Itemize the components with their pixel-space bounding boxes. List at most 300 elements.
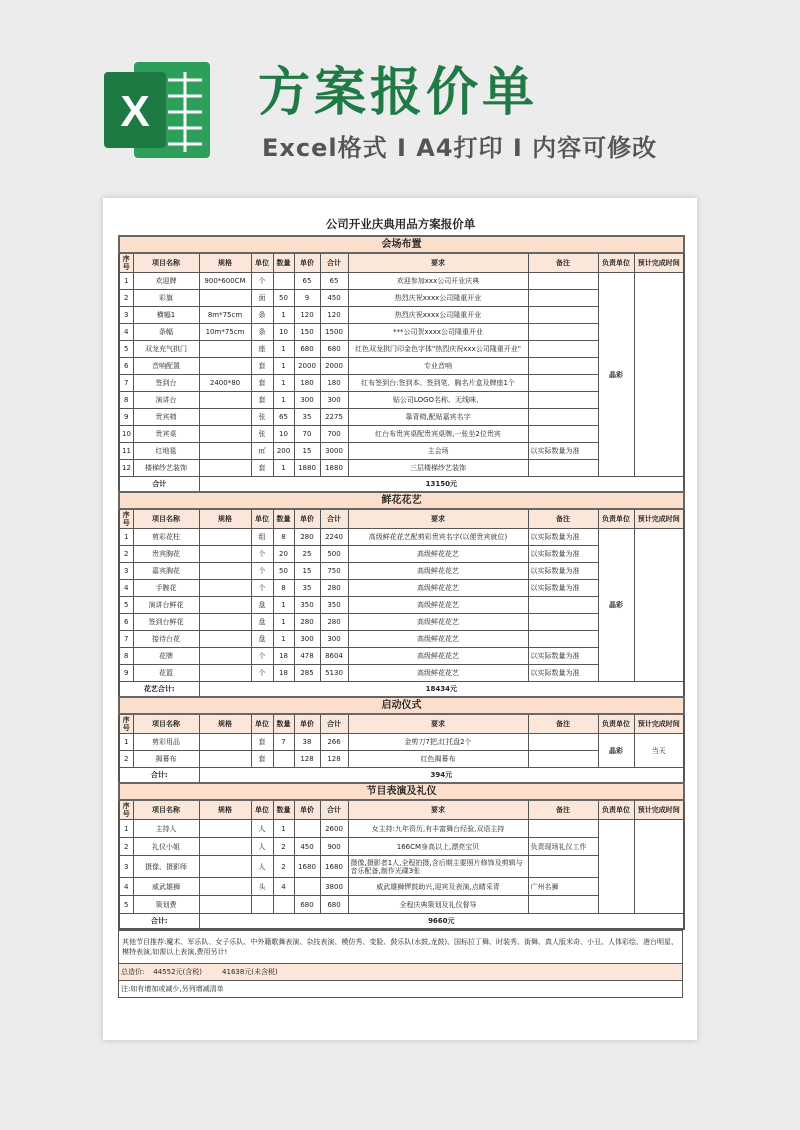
table-cell: 花篮 bbox=[133, 665, 199, 682]
table-cell: 9 bbox=[119, 665, 133, 682]
document-title: 公司开业庆典用品方案报价单 bbox=[325, 217, 476, 231]
column-header: 数量 bbox=[273, 509, 294, 529]
table-cell bbox=[199, 563, 251, 580]
quote-table bbox=[118, 235, 685, 930]
table-cell: 红色双龙拱门印金色字体"热烈庆祝xxx公司隆重开业" bbox=[348, 341, 528, 358]
table-cell: 680 bbox=[294, 341, 320, 358]
table-cell: 高级鲜花花艺 bbox=[348, 614, 528, 631]
table-row bbox=[119, 734, 684, 751]
column-header: 规格 bbox=[199, 800, 251, 820]
column-header: 备注 bbox=[528, 800, 598, 820]
table-cell: 6 bbox=[119, 614, 133, 631]
table-cell: 面 bbox=[251, 290, 273, 307]
table-cell: 个 bbox=[251, 580, 273, 597]
table-cell bbox=[199, 546, 251, 563]
section-total-label: 合计: bbox=[119, 768, 199, 784]
table-cell: 盘 bbox=[251, 614, 273, 631]
table-cell: 2000 bbox=[320, 358, 348, 375]
table-cell bbox=[528, 375, 598, 392]
table-cell: 高级鲜花花艺 bbox=[348, 648, 528, 665]
table-cell: 8 bbox=[119, 648, 133, 665]
table-cell: 3800 bbox=[320, 878, 348, 896]
table-cell: 全程庆典策划及礼仪督导 bbox=[348, 896, 528, 914]
table-cell: 女主持:九年资历,有丰富舞台经验,双语主持 bbox=[348, 820, 528, 838]
table-cell: 揭幕布 bbox=[133, 751, 199, 768]
column-header: 单位 bbox=[251, 800, 273, 820]
table-cell bbox=[199, 734, 251, 751]
table-cell bbox=[273, 751, 294, 768]
table-cell: 条 bbox=[251, 324, 273, 341]
table-cell: 65 bbox=[320, 273, 348, 290]
footer-note: 注:如有增加或减少,另列增减清单 bbox=[119, 981, 683, 998]
table-cell: 欢迎参加xxx公司开业庆典 bbox=[348, 273, 528, 290]
table-cell: 2 bbox=[273, 856, 294, 878]
table-cell: 楼梯纱艺装饰 bbox=[133, 460, 199, 477]
column-header: 预计完成时间 bbox=[634, 253, 684, 273]
table-cell bbox=[199, 358, 251, 375]
table-cell: 5 bbox=[119, 597, 133, 614]
column-header: 合计 bbox=[320, 714, 348, 734]
column-header: 单位 bbox=[251, 253, 273, 273]
table-cell bbox=[199, 648, 251, 665]
section-title: 启动仪式 bbox=[119, 697, 684, 714]
section-title: 鲜花花艺 bbox=[119, 492, 684, 509]
table-cell: 盘 bbox=[251, 631, 273, 648]
table-cell: 900 bbox=[320, 838, 348, 856]
table-cell bbox=[528, 856, 598, 878]
table-cell bbox=[528, 290, 598, 307]
table-cell bbox=[528, 409, 598, 426]
table-cell: 双龙充气拱门 bbox=[133, 341, 199, 358]
table-cell: 以实际数量为准 bbox=[528, 546, 598, 563]
table-cell: 横幅1 bbox=[133, 307, 199, 324]
table-cell: 680 bbox=[320, 341, 348, 358]
table-cell bbox=[199, 820, 251, 838]
column-header: 备注 bbox=[528, 509, 598, 529]
table-cell: 285 bbox=[294, 665, 320, 682]
table-cell: 9 bbox=[119, 409, 133, 426]
table-cell: ㎡ bbox=[251, 443, 273, 460]
table-cell: 750 bbox=[320, 563, 348, 580]
table-cell: 条幅 bbox=[133, 324, 199, 341]
table-cell: 1 bbox=[273, 597, 294, 614]
table-cell: 高级鲜花花艺 bbox=[348, 580, 528, 597]
table-cell: 头 bbox=[251, 878, 273, 896]
table-cell: 166CM身高以上,漂亮宝贝 bbox=[348, 838, 528, 856]
table-cell: 120 bbox=[294, 307, 320, 324]
table-cell: 金剪刀7把,红托盘2个 bbox=[348, 734, 528, 751]
table-cell: 38 bbox=[294, 734, 320, 751]
table-cell: 350 bbox=[294, 597, 320, 614]
table-cell: 8 bbox=[273, 529, 294, 546]
table-cell bbox=[199, 426, 251, 443]
column-header: 单价 bbox=[294, 509, 320, 529]
section-total-label: 花艺合计: bbox=[119, 682, 199, 698]
table-cell: 条 bbox=[251, 307, 273, 324]
column-header: 要求 bbox=[348, 714, 528, 734]
column-header: 规格 bbox=[199, 253, 251, 273]
table-cell: 彩旗 bbox=[133, 290, 199, 307]
table-cell bbox=[528, 273, 598, 290]
table-cell bbox=[528, 358, 598, 375]
table-cell: 1 bbox=[273, 358, 294, 375]
table-cell bbox=[528, 307, 598, 324]
table-cell bbox=[528, 324, 598, 341]
table-cell: ***公司贺xxxx公司隆重开业 bbox=[348, 324, 528, 341]
column-header: 序号 bbox=[119, 714, 133, 734]
table-cell bbox=[199, 751, 251, 768]
table-cell: 高级鲜花花艺 bbox=[348, 665, 528, 682]
column-header: 预计完成时间 bbox=[634, 714, 684, 734]
table-cell: 300 bbox=[320, 631, 348, 648]
table-cell: 签到台鲜花 bbox=[133, 614, 199, 631]
table-cell: 主会场 bbox=[348, 443, 528, 460]
table-cell bbox=[528, 896, 598, 914]
table-cell: 接待台花 bbox=[133, 631, 199, 648]
document-page bbox=[103, 198, 697, 1040]
other-programs-note: 其他节目推荐:魔术、军乐队、女子乐队、中外籍歌舞表演、杂技表演、模仿秀、变脸、鼓乐队(水鼓,龙鼓)、国标拉丁舞、时装秀、街舞、真人版米奇、小丑、人体彩绘、港台明星、模特表演,如需以上表演,费用另计! bbox=[119, 931, 683, 964]
responsible-unit: 晶彩 bbox=[598, 273, 634, 477]
table-cell: 128 bbox=[294, 751, 320, 768]
column-header: 备注 bbox=[528, 253, 598, 273]
completion-time bbox=[634, 273, 684, 477]
table-cell: 欢迎牌 bbox=[133, 273, 199, 290]
table-cell: 套 bbox=[251, 358, 273, 375]
table-cell: 三层楼梯纱艺装饰 bbox=[348, 460, 528, 477]
table-cell bbox=[199, 443, 251, 460]
section-title: 节目表演及礼仪 bbox=[119, 783, 684, 800]
completion-time: 当天 bbox=[634, 734, 684, 768]
table-cell: 演讲台 bbox=[133, 392, 199, 409]
table-cell bbox=[528, 460, 598, 477]
table-cell: 450 bbox=[320, 290, 348, 307]
table-cell bbox=[199, 529, 251, 546]
section-title: 会场布置 bbox=[119, 236, 684, 253]
table-cell: 威武雄狮锣鼓助兴,迎宾及表演,点睛采青 bbox=[348, 878, 528, 896]
table-cell: 威武雄狮 bbox=[133, 878, 199, 896]
table-cell: 个 bbox=[251, 665, 273, 682]
table-cell: 350 bbox=[320, 597, 348, 614]
column-header: 要求 bbox=[348, 800, 528, 820]
table-cell: 7 bbox=[119, 631, 133, 648]
table-cell: 2 bbox=[119, 838, 133, 856]
table-cell: 180 bbox=[294, 375, 320, 392]
table-row bbox=[119, 273, 684, 290]
table-cell: 贵宾胸花 bbox=[133, 546, 199, 563]
table-cell: 1 bbox=[273, 460, 294, 477]
table-cell: 300 bbox=[294, 631, 320, 648]
column-header: 项目名称 bbox=[133, 714, 199, 734]
table-cell: 贴公司LOGO名称、无线咪、 bbox=[348, 392, 528, 409]
column-header: 项目名称 bbox=[133, 509, 199, 529]
table-cell: 高级鲜花花艺 bbox=[348, 597, 528, 614]
table-cell: 以实际数量为准 bbox=[528, 443, 598, 460]
column-header: 负责单位 bbox=[598, 714, 634, 734]
table-cell: 15 bbox=[294, 443, 320, 460]
table-cell: 1 bbox=[273, 375, 294, 392]
table-cell bbox=[199, 409, 251, 426]
table-cell bbox=[199, 665, 251, 682]
table-cell: 50 bbox=[273, 563, 294, 580]
table-cell: 以实际数量为准 bbox=[528, 580, 598, 597]
table-cell: 1 bbox=[119, 529, 133, 546]
table-cell: 2400*80 bbox=[199, 375, 251, 392]
column-header: 序号 bbox=[119, 509, 133, 529]
table-cell bbox=[273, 273, 294, 290]
column-header: 规格 bbox=[199, 714, 251, 734]
table-cell: 266 bbox=[320, 734, 348, 751]
table-cell: 签到台 bbox=[133, 375, 199, 392]
table-cell bbox=[528, 751, 598, 768]
table-cell: 120 bbox=[320, 307, 348, 324]
table-cell bbox=[273, 896, 294, 914]
table-cell: 35 bbox=[294, 580, 320, 597]
table-cell: 摄像,摄影者1人,全程拍摄,含后期主要照片修饰及剪辑与音乐配备,制作光碟3张 bbox=[348, 856, 528, 878]
table-cell: 280 bbox=[320, 580, 348, 597]
table-cell: 演讲台鲜花 bbox=[133, 597, 199, 614]
column-header: 项目名称 bbox=[133, 800, 199, 820]
table-cell: 680 bbox=[294, 896, 320, 914]
table-cell: 1 bbox=[119, 273, 133, 290]
table-cell: 35 bbox=[294, 409, 320, 426]
table-cell: 个 bbox=[251, 648, 273, 665]
table-cell: 以实际数量为准 bbox=[528, 529, 598, 546]
total-price-tax: 44552元(含税) bbox=[153, 968, 202, 976]
table-cell: 摄像、摄影师 bbox=[133, 856, 199, 878]
table-cell: 1680 bbox=[320, 856, 348, 878]
table-cell: 礼仪小姐 bbox=[133, 838, 199, 856]
table-cell: 1 bbox=[273, 341, 294, 358]
table-cell: 1880 bbox=[320, 460, 348, 477]
column-header: 要求 bbox=[348, 509, 528, 529]
column-header: 单位 bbox=[251, 714, 273, 734]
table-cell bbox=[251, 896, 273, 914]
table-cell: 高级鲜花花艺 bbox=[348, 631, 528, 648]
table-cell: 红地毯 bbox=[133, 443, 199, 460]
column-header: 序号 bbox=[119, 253, 133, 273]
column-header: 备注 bbox=[528, 714, 598, 734]
main-title: 方案报价单 bbox=[258, 63, 539, 123]
table-cell: 1 bbox=[273, 392, 294, 409]
table-cell bbox=[294, 878, 320, 896]
table-cell: 以实际数量为准 bbox=[528, 665, 598, 682]
table-cell: 盘 bbox=[251, 597, 273, 614]
column-header: 单位 bbox=[251, 509, 273, 529]
section-total-value: 9660元 bbox=[199, 914, 684, 930]
column-header: 预计完成时间 bbox=[634, 800, 684, 820]
table-cell: 12 bbox=[119, 460, 133, 477]
column-header: 负责单位 bbox=[598, 253, 634, 273]
table-cell: 10 bbox=[273, 324, 294, 341]
table-cell: 5 bbox=[119, 341, 133, 358]
table-cell: 50 bbox=[273, 290, 294, 307]
table-cell bbox=[528, 341, 598, 358]
responsible-unit bbox=[598, 820, 634, 914]
table-cell: 手腕花 bbox=[133, 580, 199, 597]
table-cell: 11 bbox=[119, 443, 133, 460]
table-cell: 180 bbox=[320, 375, 348, 392]
table-cell bbox=[528, 820, 598, 838]
total-price-label: 总造价: bbox=[121, 968, 145, 976]
column-header: 负责单位 bbox=[598, 509, 634, 529]
table-cell: 2600 bbox=[320, 820, 348, 838]
table-cell: 主持人 bbox=[133, 820, 199, 838]
table-cell bbox=[528, 614, 598, 631]
table-cell: 2240 bbox=[320, 529, 348, 546]
total-price-row bbox=[119, 964, 683, 981]
column-header: 单价 bbox=[294, 800, 320, 820]
table-cell bbox=[199, 838, 251, 856]
responsible-unit: 晶彩 bbox=[598, 529, 634, 682]
quote-sheet bbox=[118, 213, 683, 998]
table-cell: 18 bbox=[273, 665, 294, 682]
column-header: 数量 bbox=[273, 253, 294, 273]
table-cell bbox=[199, 896, 251, 914]
table-cell: 15 bbox=[294, 563, 320, 580]
table-cell: 8604 bbox=[320, 648, 348, 665]
table-cell bbox=[199, 460, 251, 477]
table-cell: 2275 bbox=[320, 409, 348, 426]
header bbox=[0, 0, 800, 190]
table-cell: 1880 bbox=[294, 460, 320, 477]
table-cell bbox=[199, 631, 251, 648]
table-cell: 人 bbox=[251, 838, 273, 856]
responsible-unit: 晶彩 bbox=[598, 734, 634, 768]
table-cell: 20 bbox=[273, 546, 294, 563]
table-cell: 9 bbox=[294, 290, 320, 307]
table-cell bbox=[199, 290, 251, 307]
table-cell: 6 bbox=[119, 358, 133, 375]
table-cell: 25 bbox=[294, 546, 320, 563]
table-cell: 3 bbox=[119, 307, 133, 324]
table-cell: 高级鲜花花艺 bbox=[348, 546, 528, 563]
table-cell: 300 bbox=[320, 392, 348, 409]
table-cell: 128 bbox=[320, 751, 348, 768]
table-cell: 个 bbox=[251, 546, 273, 563]
table-cell: 280 bbox=[320, 614, 348, 631]
table-cell: 2 bbox=[273, 838, 294, 856]
table-cell: 1 bbox=[273, 307, 294, 324]
table-cell: 280 bbox=[294, 614, 320, 631]
column-header: 单价 bbox=[294, 714, 320, 734]
table-cell: 300 bbox=[294, 392, 320, 409]
column-header: 数量 bbox=[273, 800, 294, 820]
table-cell: 策划费 bbox=[133, 896, 199, 914]
column-header: 合计 bbox=[320, 509, 348, 529]
table-cell: 1 bbox=[119, 734, 133, 751]
table-cell: 8 bbox=[273, 580, 294, 597]
table-cell bbox=[528, 392, 598, 409]
table-cell: 2 bbox=[119, 546, 133, 563]
section-total-label: 合计: bbox=[119, 914, 199, 930]
table-cell: 4 bbox=[273, 878, 294, 896]
total-price-notax: 41638元(未含税) bbox=[222, 968, 278, 976]
table-cell: 贵宾桌 bbox=[133, 426, 199, 443]
table-cell: 张 bbox=[251, 426, 273, 443]
table-cell: 音响配置 bbox=[133, 358, 199, 375]
table-cell: 嘉宾胸花 bbox=[133, 563, 199, 580]
table-cell: 热烈庆祝xxxx公司隆重开业 bbox=[348, 307, 528, 324]
column-header: 预计完成时间 bbox=[634, 509, 684, 529]
table-cell: 65 bbox=[273, 409, 294, 426]
completion-time bbox=[634, 820, 684, 914]
table-cell bbox=[528, 631, 598, 648]
table-cell bbox=[528, 734, 598, 751]
column-header: 合计 bbox=[320, 253, 348, 273]
table-cell: 3 bbox=[119, 856, 133, 878]
table-cell: 70 bbox=[294, 426, 320, 443]
table-cell: 以实际数量为准 bbox=[528, 648, 598, 665]
table-cell: 10m*75cm bbox=[199, 324, 251, 341]
table-cell: 700 bbox=[320, 426, 348, 443]
table-cell: 478 bbox=[294, 648, 320, 665]
column-header: 负责单位 bbox=[598, 800, 634, 820]
table-cell: 套 bbox=[251, 375, 273, 392]
section-total-value: 13150元 bbox=[199, 477, 684, 493]
table-cell: 10 bbox=[273, 426, 294, 443]
table-cell: 套 bbox=[251, 392, 273, 409]
table-cell: 套 bbox=[251, 460, 273, 477]
table-cell: 1 bbox=[273, 820, 294, 838]
table-row bbox=[119, 529, 684, 546]
table-cell: 红台布贵宾桌配贵宾桌牌,一张坐2位贵宾 bbox=[348, 426, 528, 443]
table-cell: 热烈庆祝xxxx公司隆重开业 bbox=[348, 290, 528, 307]
table-cell: 套 bbox=[251, 751, 273, 768]
section-total-label: 合计 bbox=[119, 477, 199, 493]
table-cell: 红布签到台:签到本、签到笔、胸名片盒及牌座1个 bbox=[348, 375, 528, 392]
column-header: 合计 bbox=[320, 800, 348, 820]
table-cell: 7 bbox=[273, 734, 294, 751]
table-cell: 150 bbox=[294, 324, 320, 341]
table-cell: 5 bbox=[119, 896, 133, 914]
table-cell: 剪彩花柱 bbox=[133, 529, 199, 546]
table-cell: 4 bbox=[119, 580, 133, 597]
table-cell: 红色揭幕布 bbox=[348, 751, 528, 768]
table-cell: 500 bbox=[320, 546, 348, 563]
table-cell: 2000 bbox=[294, 358, 320, 375]
table-cell: 组 bbox=[251, 529, 273, 546]
table-cell: 2 bbox=[119, 290, 133, 307]
table-cell: 个 bbox=[251, 273, 273, 290]
table-cell: 1 bbox=[119, 820, 133, 838]
table-cell: 3000 bbox=[320, 443, 348, 460]
table-cell: 以实际数量为准 bbox=[528, 563, 598, 580]
sub-title: Excel格式 Ⅰ A4打印 Ⅰ 内容可修改 bbox=[262, 134, 658, 162]
table-cell: 花牌 bbox=[133, 648, 199, 665]
table-cell: 2 bbox=[119, 751, 133, 768]
table-cell: 10 bbox=[119, 426, 133, 443]
table-cell: 广州名狮 bbox=[528, 878, 598, 896]
table-cell: 1 bbox=[273, 614, 294, 631]
table-cell: 1680 bbox=[294, 856, 320, 878]
table-cell: 张 bbox=[251, 409, 273, 426]
excel-logo-icon bbox=[102, 58, 214, 162]
table-cell: 靠背椅,配贴嘉宾名字 bbox=[348, 409, 528, 426]
completion-time bbox=[634, 529, 684, 682]
table-cell: 280 bbox=[294, 529, 320, 546]
table-cell: 1500 bbox=[320, 324, 348, 341]
table-cell bbox=[199, 878, 251, 896]
section-total-value: 394元 bbox=[199, 768, 684, 784]
table-cell: 8m*75cm bbox=[199, 307, 251, 324]
table-cell: 剪彩用品 bbox=[133, 734, 199, 751]
table-cell: 680 bbox=[320, 896, 348, 914]
table-cell bbox=[199, 341, 251, 358]
table-cell: 高级鲜花花艺 bbox=[348, 563, 528, 580]
table-cell: 200 bbox=[273, 443, 294, 460]
table-cell bbox=[199, 597, 251, 614]
table-cell bbox=[528, 597, 598, 614]
